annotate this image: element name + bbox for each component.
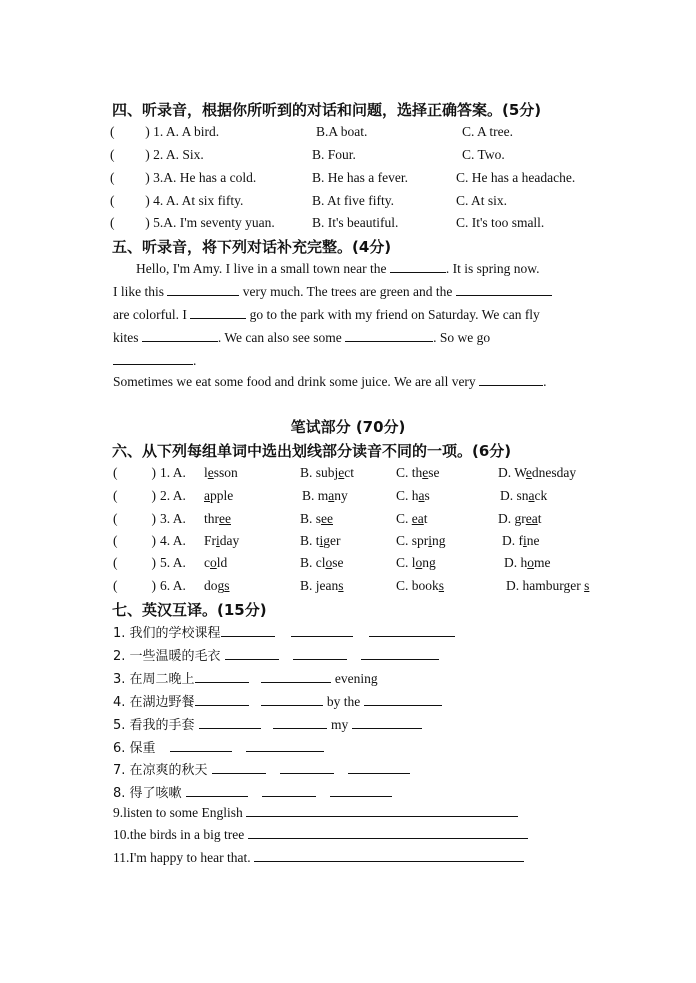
word-part: B. jean (300, 578, 339, 593)
passage-text: Sometimes we eat some food and drink some juice. We are all very (113, 374, 476, 389)
option-a: Six. (182, 147, 204, 162)
underlined-letters: o (325, 555, 333, 570)
blank-field[interactable] (248, 827, 528, 839)
word-part: ld (216, 555, 228, 570)
option-c: C. He has a headache. (456, 170, 576, 185)
item-prompt: 得了咳嗽 (129, 786, 182, 801)
paren-open: ( (113, 533, 118, 548)
blank-field[interactable] (195, 694, 249, 706)
blank-field[interactable] (348, 762, 410, 774)
passage-text: . We can also see some (217, 330, 342, 345)
word-part: ny (334, 488, 348, 503)
option-b: B. At five fifty. (312, 193, 394, 208)
underlined-letters: a (418, 488, 425, 503)
word-part: s (424, 488, 430, 503)
item-prompt: I'm happy to hear that. (129, 850, 251, 865)
word-part: thr (204, 511, 219, 526)
option-a (204, 555, 227, 571)
passage-text: are colorful. I (113, 307, 187, 322)
option-c (396, 488, 430, 504)
paren-open: ( (110, 124, 115, 139)
word-part: ck (534, 488, 548, 503)
item-number: 5. (113, 718, 126, 733)
translation-item (113, 827, 528, 843)
section-4-title: 四、听录音，根据你所听到的对话和问题，选择正确答案。(5分) (112, 101, 542, 119)
blank-field[interactable] (364, 694, 442, 706)
option-c: C. It's too small. (456, 215, 545, 230)
question-number: 5.A. (153, 215, 177, 230)
question-number: 3. A. (160, 511, 186, 526)
word-part: C. th (396, 465, 423, 480)
word-part: dog (204, 578, 225, 593)
word-part: B. s (300, 511, 322, 526)
question-row (113, 555, 186, 571)
word-part: C. spr (396, 533, 429, 548)
item-fixed-word: my (330, 717, 349, 732)
passage-text: . So we go (433, 330, 491, 345)
passage-line-3 (113, 307, 540, 323)
item-prompt: the birds in a big tree (129, 827, 245, 842)
underlined-letters: e (338, 465, 345, 480)
blank-field[interactable] (352, 717, 422, 729)
blank-field[interactable] (479, 374, 543, 386)
underlined-letters: s (438, 578, 445, 593)
translation-item (113, 737, 324, 756)
blank-field[interactable] (190, 307, 246, 319)
word-part: D. gr (498, 511, 526, 526)
paren-close: ) (151, 578, 156, 593)
item-prompt: 在凉爽的秋天 (129, 763, 208, 778)
translation-item (113, 782, 392, 801)
paren-close: ) (151, 533, 156, 548)
underlined-letters: ee (321, 511, 333, 526)
word-part: sson (213, 465, 238, 480)
word-part: t (537, 511, 542, 526)
question-number: 4. A. (153, 193, 180, 208)
option-a (204, 488, 233, 504)
written-part-heading: 笔试部分 (70分) (290, 418, 406, 436)
option-b (300, 555, 344, 571)
option-d (506, 578, 589, 594)
question-row (110, 170, 256, 186)
word-part: ng (432, 533, 446, 548)
word-part: se (332, 555, 344, 570)
word-part: D. h (504, 555, 528, 570)
paren-close: ) (151, 465, 156, 480)
passage-text: . It is spring now. (445, 261, 540, 276)
word-part: ng (422, 555, 436, 570)
item-number: 2. (113, 649, 126, 664)
item-number: 3. (113, 672, 126, 687)
item-number: 9. (113, 805, 124, 820)
question-row (113, 533, 186, 549)
option-d (498, 511, 542, 527)
word-part: me (534, 555, 551, 570)
question-number: 5. A. (160, 555, 186, 570)
blank-field[interactable] (261, 671, 331, 683)
paren-open: ( (113, 511, 118, 526)
paren-open: ( (113, 555, 118, 570)
option-d (500, 488, 547, 504)
underlined-letters: a (204, 488, 210, 503)
item-prompt: 保重 (129, 741, 156, 756)
translation-item (113, 850, 524, 866)
blank-field[interactable] (225, 648, 279, 660)
underlined-letters: e (525, 465, 532, 480)
blank-field[interactable] (261, 694, 323, 706)
question-row (110, 147, 204, 163)
word-part: C. h (396, 488, 419, 503)
word-part: ger (323, 533, 341, 548)
translation-item (113, 759, 410, 778)
word-part: B. m (302, 488, 329, 503)
option-b (300, 511, 333, 527)
word-part: day (219, 533, 240, 548)
underlined-letters: i (216, 533, 220, 548)
question-number: 3.A. (153, 170, 177, 185)
option-a (204, 578, 230, 594)
underlined-letters: s (584, 578, 590, 593)
word-part: t (423, 511, 428, 526)
question-number: 1. A. (153, 124, 180, 139)
blank-field[interactable] (369, 625, 455, 637)
paren-open: ( (113, 578, 118, 593)
translation-item (113, 714, 422, 733)
blank-field[interactable] (195, 671, 249, 683)
word-part: D. hamburger (506, 578, 585, 593)
option-b: B.A boat. (316, 124, 368, 139)
question-row (113, 511, 186, 527)
option-b: B. Four. (312, 147, 356, 162)
paren-close: ) (145, 170, 150, 185)
paren-close: ) (145, 193, 150, 208)
item-number: 8. (113, 786, 126, 801)
blank-field[interactable] (273, 717, 327, 729)
option-c: C. Two. (462, 147, 505, 162)
option-c (396, 533, 446, 549)
passage-text: . (193, 353, 197, 368)
paren-close: ) (145, 215, 150, 230)
blank-field[interactable] (456, 284, 552, 296)
paren-close: ) (151, 555, 156, 570)
word-part: C. (396, 511, 412, 526)
question-number: 2. A. (153, 147, 180, 162)
paren-open: ( (110, 193, 115, 208)
word-part: D. W (498, 465, 526, 480)
underlined-letters: i (428, 533, 433, 548)
option-d (502, 533, 540, 549)
underlined-letters: ea (411, 511, 424, 526)
paren-open: ( (110, 147, 115, 162)
underlined-letters: e (422, 465, 429, 480)
blank-field[interactable] (167, 284, 239, 296)
question-row (113, 465, 186, 481)
option-b (300, 465, 354, 481)
question-row (113, 488, 186, 504)
word-part: C. book (396, 578, 439, 593)
paren-close: ) (145, 124, 150, 139)
blank-field[interactable] (390, 261, 446, 273)
question-row (110, 193, 243, 209)
passage-text: kites (113, 330, 139, 345)
word-part: pple (210, 488, 234, 503)
word-part: B. t (300, 533, 320, 548)
paren-close: ) (145, 147, 150, 162)
underlined-letters: o (527, 555, 534, 570)
question-number: 1. A. (160, 465, 186, 480)
word-part: D. sn (500, 488, 529, 503)
blank-field[interactable] (246, 805, 518, 817)
question-number: 6. A. (160, 578, 186, 593)
item-prompt: 在周二晚上 (129, 672, 195, 687)
word-part: c (204, 555, 210, 570)
passage-text: very much. The trees are green and the (242, 284, 453, 299)
option-a (204, 465, 238, 481)
item-number: 6. (113, 741, 126, 756)
blank-field[interactable] (280, 762, 334, 774)
blank-field[interactable] (291, 625, 353, 637)
paren-open: ( (113, 465, 118, 480)
option-d (498, 465, 576, 481)
translation-item (113, 805, 518, 821)
item-fixed-word: evening (334, 671, 378, 686)
item-prompt: 看我的手套 (129, 718, 195, 733)
option-a: A bird. (181, 124, 220, 139)
underlined-letters: o (210, 555, 217, 570)
word-part: ne (526, 533, 540, 548)
option-a: I'm seventy yuan. (179, 215, 275, 230)
blank-field[interactable] (262, 785, 316, 797)
option-b (302, 488, 348, 504)
item-number: 1. (113, 626, 126, 641)
option-a (204, 511, 231, 527)
passage-text: Hello, I'm Amy. I live in a small town near the (136, 261, 387, 276)
passage-text: . (543, 374, 547, 389)
blank-field[interactable] (345, 330, 433, 342)
paren-open: ( (110, 170, 115, 185)
option-b: B. It's beautiful. (312, 215, 399, 230)
translation-item (113, 622, 455, 641)
underlined-letters: ea (525, 511, 538, 526)
question-row (113, 578, 186, 594)
underlined-letters: i (523, 533, 527, 548)
option-a: At six fifty. (181, 193, 244, 208)
blank-field[interactable] (246, 740, 324, 752)
question-number: 4. A. (160, 533, 186, 548)
blank-field[interactable] (212, 762, 266, 774)
word-part: se (428, 465, 440, 480)
passage-line-4 (113, 330, 490, 346)
blank-field[interactable] (170, 740, 232, 752)
word-part: dnesday (531, 465, 577, 480)
paren-close: ) (151, 511, 156, 526)
question-number: 2. A. (160, 488, 186, 503)
underlined-letters: i (319, 533, 324, 548)
item-prompt: listen to some English (123, 805, 243, 820)
word-part: B. subj (300, 465, 339, 480)
blank-field[interactable] (113, 353, 193, 365)
translation-item (113, 691, 442, 710)
blank-field[interactable] (330, 785, 392, 797)
item-prompt: 在湖边野餐 (129, 695, 195, 710)
paren-open: ( (110, 215, 115, 230)
option-c (396, 465, 440, 481)
paren-open: ( (113, 488, 118, 503)
option-c: C. A tree. (462, 124, 513, 139)
item-number: 4. (113, 695, 126, 710)
option-a (204, 533, 239, 549)
underlined-letters: ee (219, 511, 231, 526)
blank-field[interactable] (361, 648, 439, 660)
section-5-title: 五、听录音，将下列对话补充完整。(4分) (112, 238, 392, 256)
passage-text: go to the park with my friend on Saturday. We can fly (249, 307, 540, 322)
section-7-title: 七、英汉互译。(15分) (112, 601, 267, 619)
item-prompt: 我们的学校课程 (129, 626, 221, 641)
option-b (300, 578, 344, 594)
item-number: 10. (113, 827, 130, 842)
blank-field[interactable] (186, 785, 248, 797)
blank-field[interactable] (293, 648, 347, 660)
underlined-letters: e (207, 465, 214, 480)
passage-line-2 (113, 284, 552, 300)
question-row (110, 124, 219, 140)
option-b (300, 533, 341, 549)
blank-field[interactable] (254, 850, 524, 862)
word-part: l (204, 465, 208, 480)
blank-field[interactable] (142, 330, 218, 342)
word-part: C. l (396, 555, 416, 570)
item-fixed-word: by the (326, 694, 361, 709)
passage-text: I like this (113, 284, 164, 299)
underlined-letters: s (224, 578, 230, 593)
blank-field[interactable] (221, 625, 275, 637)
underlined-letters: a (528, 488, 535, 503)
translation-item (113, 645, 439, 664)
underlined-letters: a (328, 488, 335, 503)
option-c (396, 555, 436, 571)
word-part: Fr (204, 533, 217, 548)
passage-line-5 (113, 353, 196, 369)
passage-line-1 (136, 261, 540, 277)
option-b: B. He has a fever. (312, 170, 408, 185)
underlined-letters: o (415, 555, 423, 570)
option-d (504, 555, 551, 571)
paren-close: ) (151, 488, 156, 503)
option-a: He has a cold. (179, 170, 257, 185)
option-c (396, 511, 428, 527)
item-prompt: 一些温暖的毛衣 (129, 649, 221, 664)
underlined-letters: s (338, 578, 344, 593)
word-part: B. cl (300, 555, 326, 570)
option-c: C. At six. (456, 193, 508, 208)
item-number: 7. (113, 763, 126, 778)
passage-line-6 (113, 374, 546, 390)
section-6-title: 六、从下列每组单词中选出划线部分读音不同的一项。(6分) (112, 442, 512, 460)
option-c (396, 578, 444, 594)
word-part: D. f (502, 533, 523, 548)
item-number: 11. (113, 850, 130, 865)
blank-field[interactable] (199, 717, 261, 729)
question-row (110, 215, 275, 231)
word-part: ct (344, 465, 355, 480)
translation-item (113, 668, 378, 687)
